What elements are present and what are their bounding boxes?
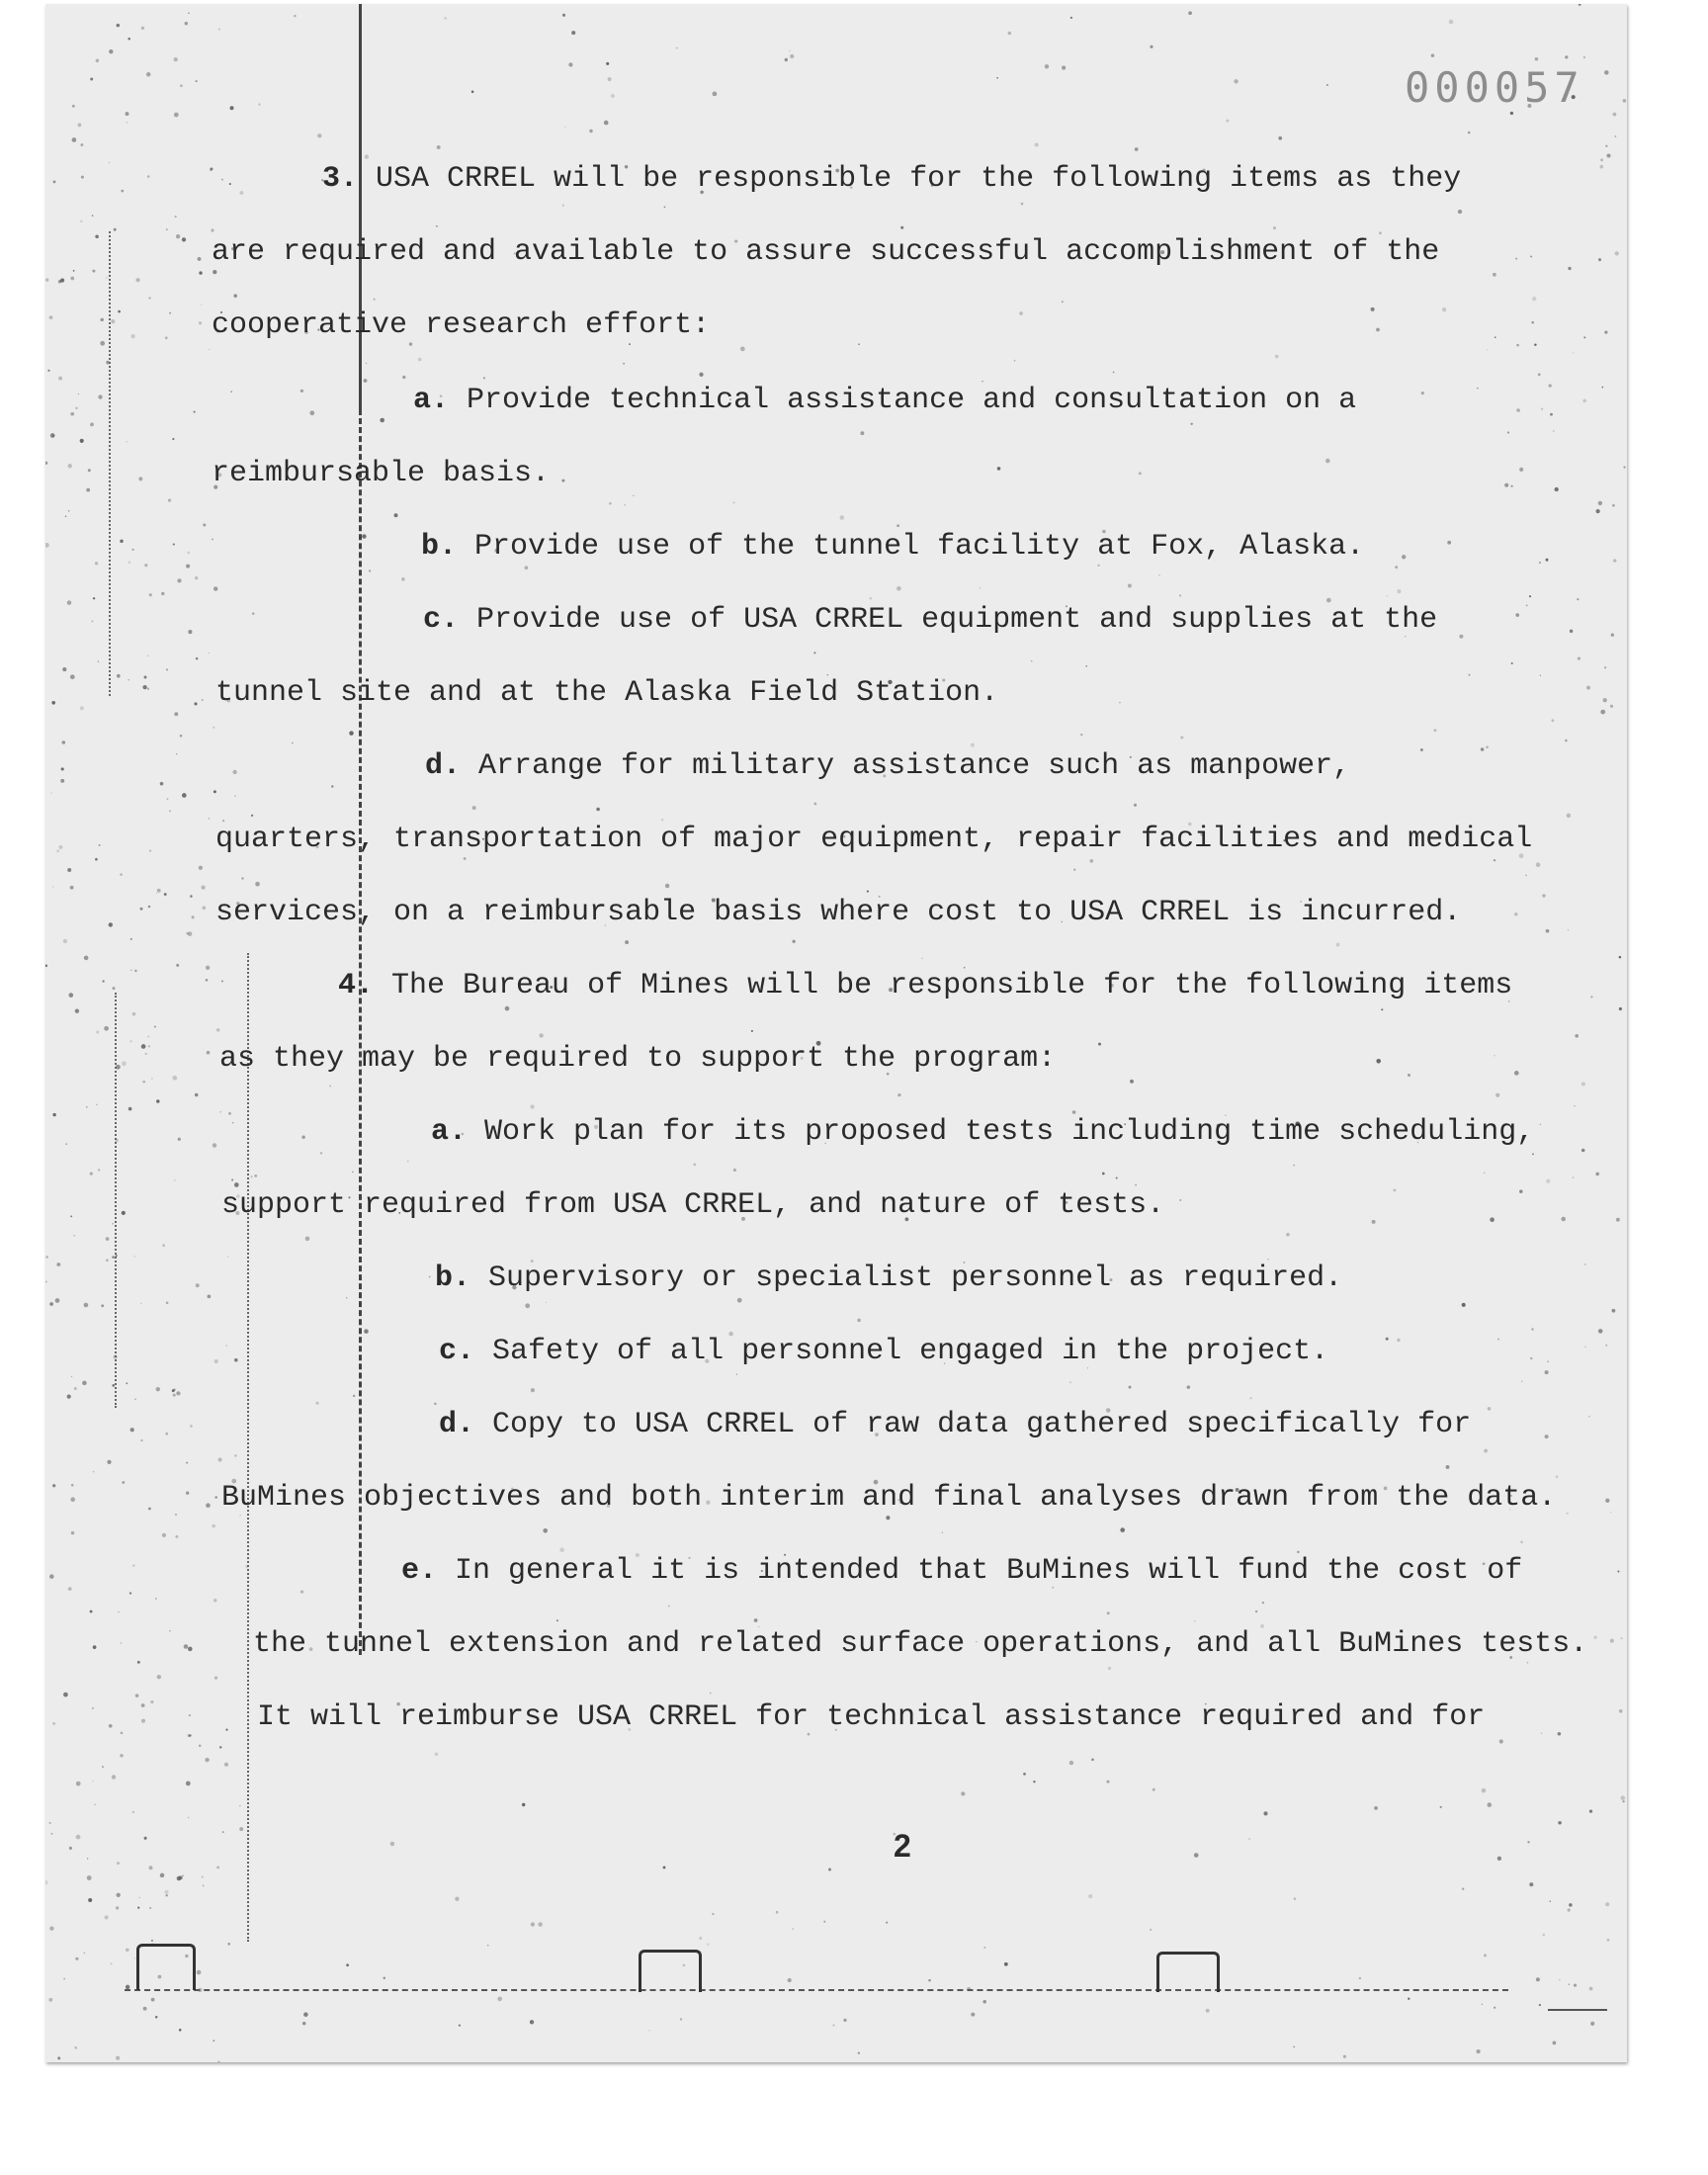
document-line <box>215 896 1461 929</box>
line-text: services, on a reimbursable basis where cost to USA CRREL is incurred. <box>215 896 1462 929</box>
document-line <box>212 308 710 342</box>
document-line <box>435 1262 1342 1295</box>
document-line <box>219 1042 1056 1076</box>
document-line <box>212 457 550 490</box>
item-label: a. <box>431 1115 468 1149</box>
line-text: Provide use of the tunnel facility at Fox, Alaska. <box>474 530 1365 564</box>
item-label: b. <box>421 530 458 564</box>
document-line <box>423 603 1437 637</box>
line-text: Provide technical assistance and consultation on a <box>467 384 1357 417</box>
document-line <box>401 1554 1522 1588</box>
margin-rule <box>247 953 249 1942</box>
document-page <box>45 4 1627 2062</box>
line-text: quarters, transportation of major equipment, repair facilities and medical <box>215 823 1533 856</box>
document-line <box>322 162 1461 196</box>
binder-mark <box>136 1944 196 1990</box>
document-line <box>257 1700 1485 1734</box>
document-line <box>439 1335 1328 1368</box>
page-number: 2 <box>894 1828 911 1864</box>
line-text: Copy to USA CRREL of raw data gathered specifically for <box>492 1408 1472 1441</box>
line-text: It will reimburse USA CRREL for technical assistance required and for <box>257 1700 1486 1734</box>
line-text: The Bureau of Mines will be responsible for the following items <box>391 969 1513 1002</box>
document-line <box>212 235 1439 269</box>
document-line <box>425 749 1350 783</box>
document-line <box>338 969 1512 1002</box>
item-label: 4. <box>338 969 375 1002</box>
line-text: In general it is intended that BuMines will fund the cost of <box>455 1554 1523 1588</box>
document-stamp-number: 000057 <box>1405 63 1584 112</box>
document-line <box>421 530 1364 564</box>
item-label: c. <box>423 603 460 637</box>
item-label: b. <box>435 1262 471 1295</box>
line-text: BuMines objectives and both interim and final analyses drawn from the data. <box>221 1481 1557 1515</box>
document-line <box>221 1188 1164 1222</box>
line-text: support required from USA CRREL, and nature of tests. <box>221 1188 1165 1222</box>
line-text: Provide use of USA CRREL equipment and supplies at the <box>476 603 1438 637</box>
line-text: are required and available to assure successful accomplishment of the <box>212 235 1440 269</box>
line-text: the tunnel extension and related surface operations, and all BuMines tests. <box>253 1627 1588 1661</box>
document-line <box>215 823 1532 856</box>
item-label: e. <box>401 1554 438 1588</box>
item-label: d. <box>425 749 462 783</box>
bottom-rule <box>1548 2009 1607 2011</box>
document-line <box>221 1481 1556 1515</box>
margin-rule <box>115 993 117 1408</box>
line-text: cooperative research effort: <box>212 308 711 342</box>
item-label: d. <box>439 1408 475 1441</box>
binder-mark <box>1156 1952 1220 1992</box>
line-text: Arrange for military assistance such as manpower, <box>478 749 1351 783</box>
document-line <box>253 1627 1587 1661</box>
margin-rule <box>109 231 111 696</box>
line-text: Work plan for its proposed tests including time scheduling, <box>484 1115 1535 1149</box>
line-text: Safety of all personnel engaged in the project. <box>492 1335 1329 1368</box>
binder-mark <box>639 1950 702 1992</box>
document-line <box>439 1408 1471 1441</box>
document-line <box>413 384 1356 417</box>
document-line <box>215 676 998 710</box>
margin-rule <box>359 4 362 409</box>
document-line <box>431 1115 1534 1149</box>
line-text: reimbursable basis. <box>212 457 551 490</box>
line-text: Supervisory or specialist personnel as required. <box>488 1262 1343 1295</box>
margin-rule <box>359 409 362 1655</box>
item-label: c. <box>439 1335 475 1368</box>
line-text: USA CRREL will be responsible for the following items as they <box>376 162 1462 196</box>
item-label: a. <box>413 384 450 417</box>
line-text: tunnel site and at the Alaska Field Station. <box>215 676 999 710</box>
bottom-rule <box>125 1989 1508 1991</box>
item-label: 3. <box>322 162 359 196</box>
line-text: as they may be required to support the program: <box>219 1042 1057 1076</box>
